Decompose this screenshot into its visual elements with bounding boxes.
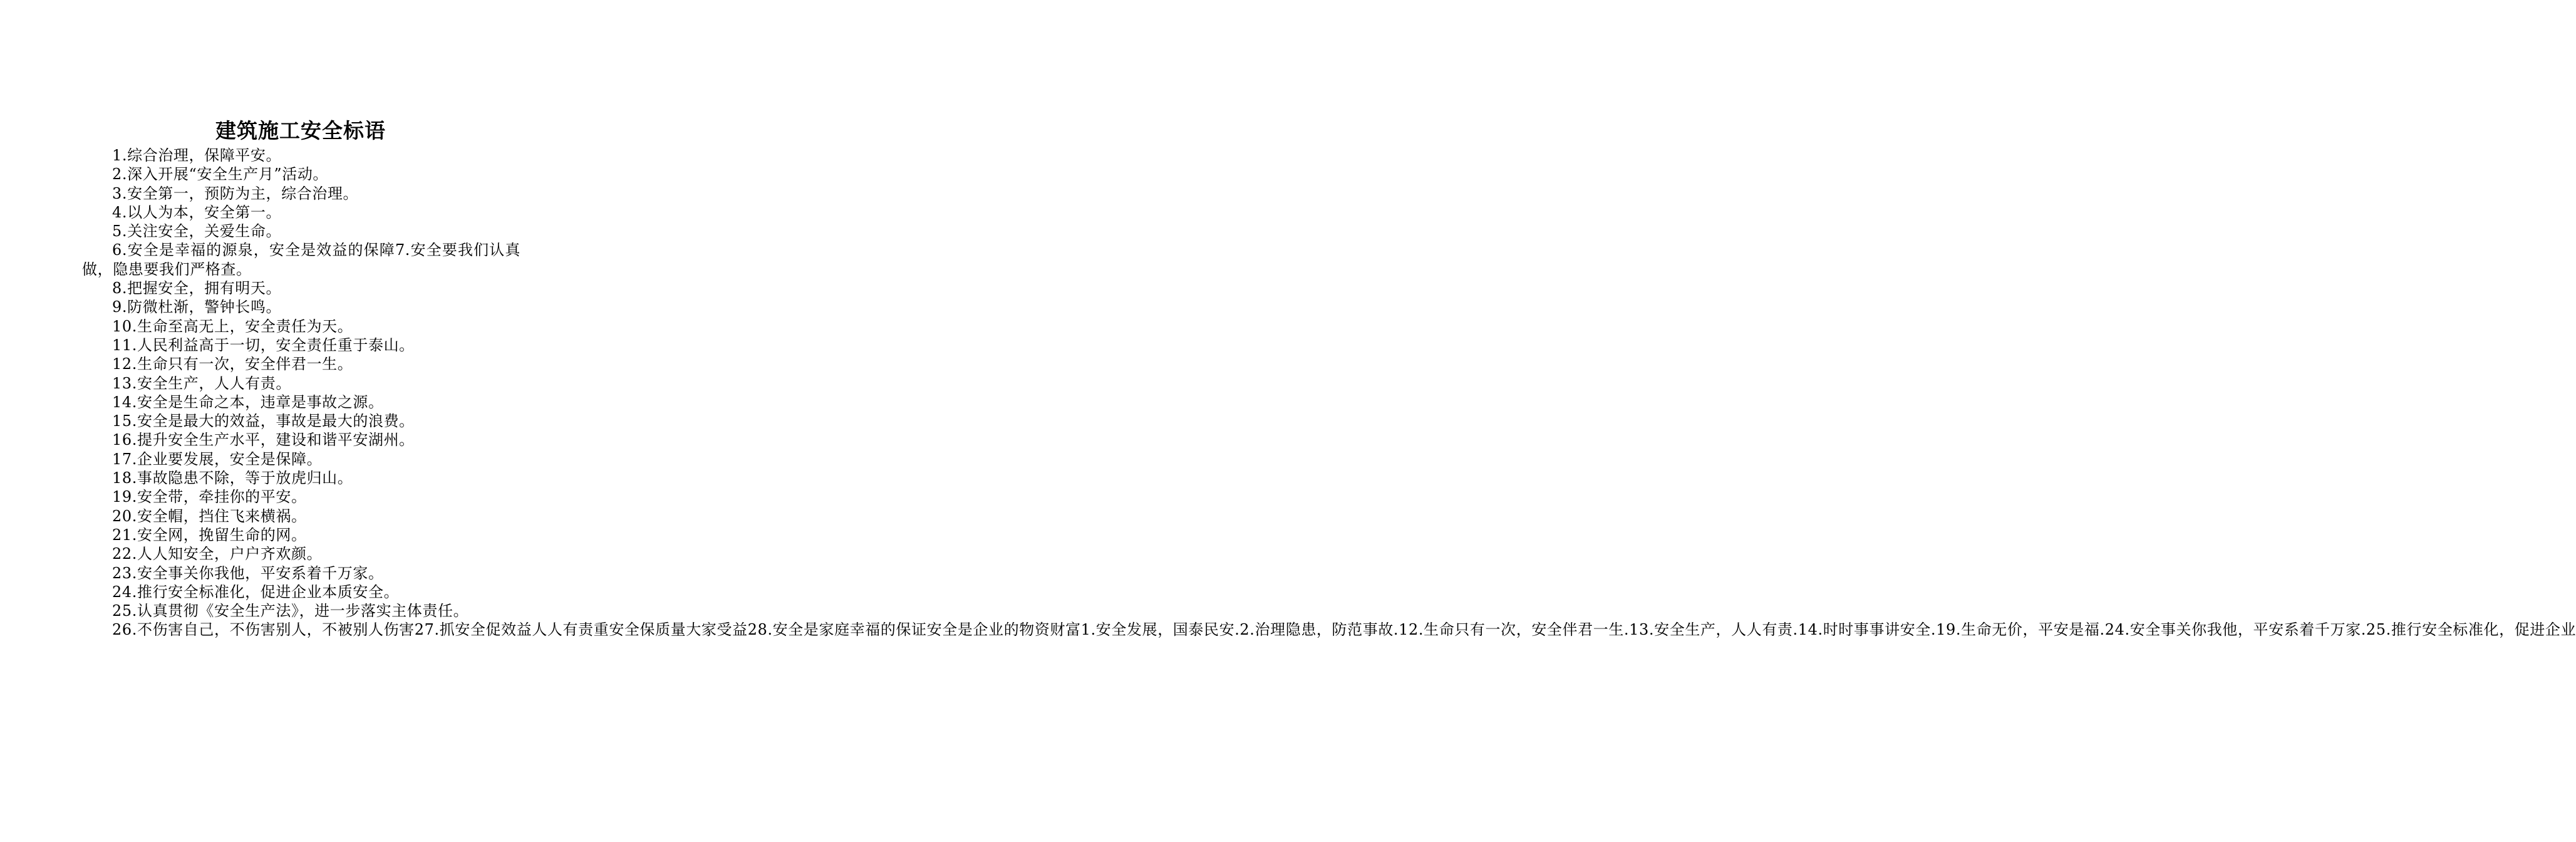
slogan-item: 18.事故隐患不除，等于放虎归山。 <box>112 469 353 487</box>
slogan-item: 9.防微杜渐，警钟长鸣。 <box>112 298 282 316</box>
slogan-item: 13.安全生产，人人有责。 <box>112 374 291 392</box>
slogan-item: 4.以人为本，安全第一。 <box>112 203 282 221</box>
slogan-item: 17.企业要发展，安全是保障。 <box>112 450 323 468</box>
slogan-item: 2.深入开展“安全生产月”活动。 <box>112 165 329 184</box>
slogan-item: 22.人人知安全，户户齐欢颜。 <box>112 545 323 563</box>
slogan-item: 21.安全网，挽留生命的网。 <box>112 526 307 544</box>
slogan-item: 26.不伤害自己，不伤害别人，不被别人伤害27.抓安全促效益人人有责重安全保质量大家受益28.安全是家庭幸福的保证安全是企业的物资财富1.安全发展，国泰民安.2.治理隐患，防范事故.12.生命只有一次，安全伴君一生.13.安全生产，人人有责.14.时时事事讲安全.19.生命无价，平安是福.24.安全事关你我他，平安系着千万家.25.推行安全标准化，促进企业 <box>112 621 2576 639</box>
slogan-item: 16.提升安全生产水平，建设和谐平安湖州。 <box>112 431 415 449</box>
slogan-item: 15.安全是最大的效益，事故是最大的浪费。 <box>112 412 415 430</box>
slogan-item: 8.把握安全，拥有明天。 <box>112 279 282 298</box>
slogan-item: 23.安全事关你我他，平安系着千万家。 <box>112 564 384 582</box>
slogan-item: 14.安全是生命之本，违章是事故之源。 <box>112 393 384 411</box>
slogan-item: 12.生命只有一次，安全伴君一生。 <box>112 355 353 373</box>
slogan-item: 6.安全是幸福的源泉，安全是效益的保障7.安全要我们认真做，隐患要我们严格查。 <box>82 241 520 278</box>
slogan-item: 1.综合治理，保障平安。 <box>112 147 282 164</box>
slogan-item: 11.人民利益高于一切，安全责任重于泰山。 <box>112 336 415 354</box>
slogan-item: 25.认真贯彻《安全生产法》，进一步落实主体责任。 <box>112 602 469 620</box>
slogan-item: 20.安全帽，挡住飞来横祸。 <box>112 507 307 525</box>
document-title: 建筑施工安全标语 <box>215 118 386 143</box>
slogan-item: 24.推行安全标准化，促进企业本质安全。 <box>112 583 400 601</box>
slogan-item: 5.关注安全，关爱生命。 <box>112 222 282 241</box>
slogan-item: 19.安全带，牵挂你的平安。 <box>112 488 307 506</box>
slogan-item: 3.安全第一，预防为主，综合治理。 <box>112 184 359 202</box>
slogan-item: 10.生命至高无上，安全责任为天。 <box>112 317 353 335</box>
slogan-list <box>82 146 2576 640</box>
